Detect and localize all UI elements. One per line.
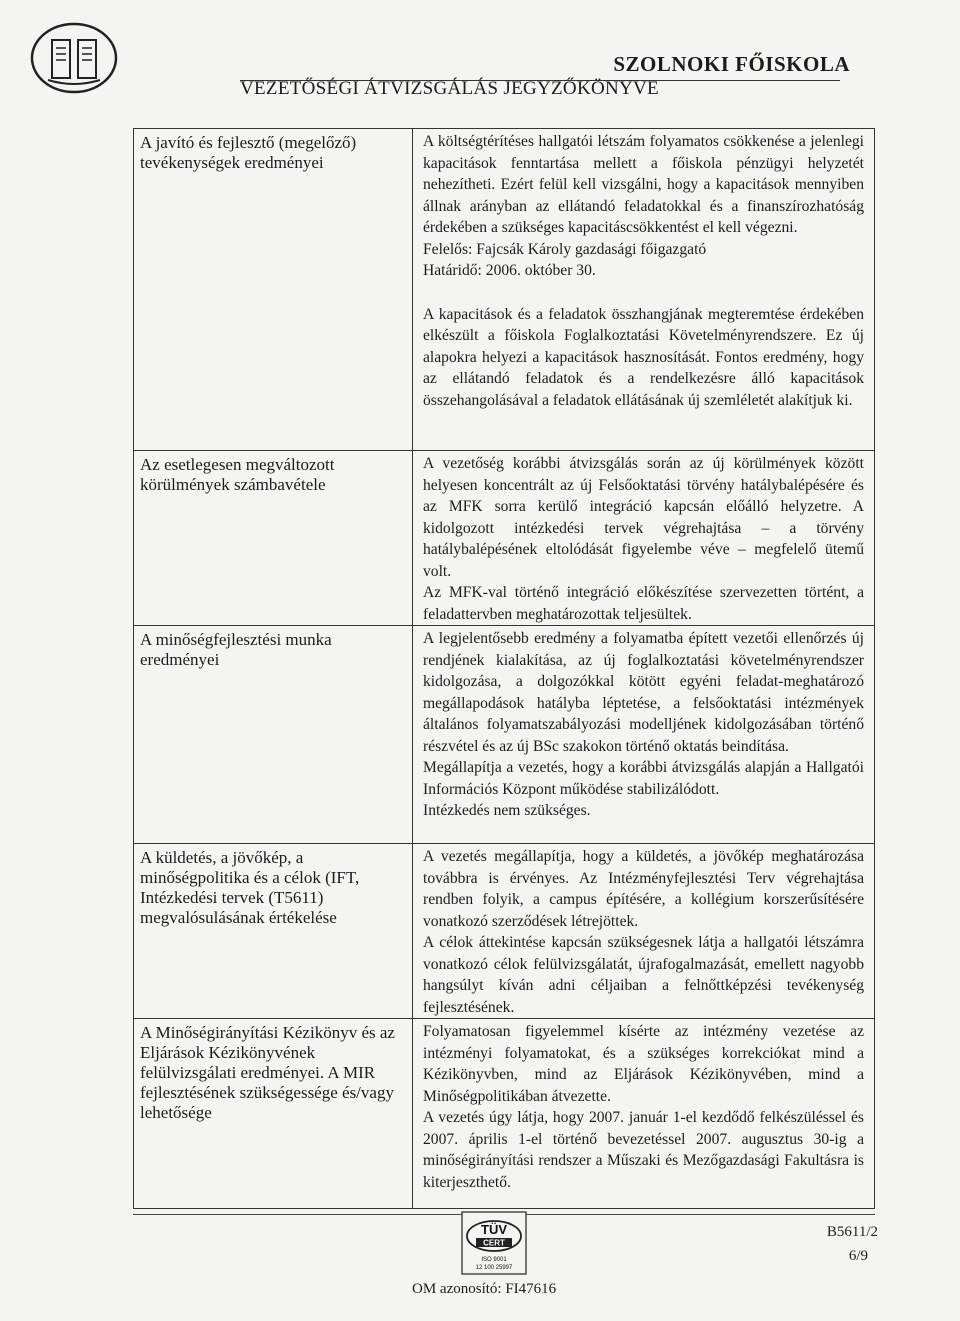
paragraph: Határidő: 2006. október 30. (423, 262, 596, 279)
row-label: Az esetlegesen megváltozott körülmények számbavétele (134, 451, 413, 626)
paragraph: A vezetés megállapítja, hogy a küldetés, a jövőkép meghatározása továbbra is érvényes. Az Intézményfejlesztési Terv végrehajtása rendben folyik, a campus építésére, a kollégium korszerűsítésére vonatkozó szerződések létrejöttek. (423, 848, 864, 930)
paragraph: A célok áttekintése kapcsán szükségesnek látja a hallgatói létszámra vonatkozó célok felülvizsgálatát, újrafogalmazását, emellett nagyobb hangsúlyt kíván adni céljaiban a felnőttképzési tevékenység fejlesztésének. (423, 934, 864, 1016)
paragraph: Megállapítja a vezetés, hogy a korábbi átvizsgálás alapján a Hallgatói Információs Központ működése stabilizálódott. (423, 759, 864, 798)
table-row (134, 844, 875, 1019)
paragraph: A legjelentősebb eredmény a folyamatba épített vezetői ellenőrzés új rendjének kialakítása, az új foglalkoztatási követelményrendszer kidolgozása, a dolgozókkal kötött egyéni feladat-meghatározó megállapodások hatályba léptetése, a felsőoktatási intézmények általános folyamatszabályozási modelljének kidolgozásában történő részvétel és az új BSc szakokon történő oktatás beindítása. (423, 630, 864, 755)
tuv-cert-logo (456, 1210, 532, 1276)
table-row (134, 626, 875, 844)
review-table (133, 128, 875, 1209)
document-code: B5611/2 (826, 1224, 878, 1240)
row-label: A minőségfejlesztési munka eredményei (134, 626, 413, 844)
svg-text:CERT: CERT (483, 1238, 505, 1248)
svg-text:TÜV: TÜV (481, 1222, 507, 1237)
cert-iso-text: ISO 9001 (481, 1257, 507, 1263)
paragraph: Folyamatosan figyelemmel kísérte az intézmény vezetése az intézményi folyamatokat, és a szükséges korrekciókat mind a Kézikönyvben, mind az Eljárások Kézikönyvében, mind a Minőségpolitikában átvezette. (423, 1023, 864, 1105)
paragraph: A költségtérítéses hallgatói létszám folyamatos csökkenése a jelenlegi kapacitások fenntartása mellett a főiskola pénzügyi helyzetét nehezítheti. Ezért felül kell vizsgálni, hogy a kapacitások mennyiben állnak arányban az ellátandó feladatokkal és a finanszírozhatóság érdekében a szükséges kapacitáscsökkentést el kell végezni. (423, 133, 864, 236)
page-number: 6/9 (848, 1248, 868, 1264)
paragraph: A kapacitások és a feladatok összhangjának megteremtése érdekében elkészült a főiskola Foglalkoztatási Követelményrendszere. Ez új alapokra helyezi a kapacitások hasznosítását. Fontos eredmény, hogy az ellátandó feladatok és a rendelkezésre álló kapacitások összehangolásával a feladatok ellátásának új szemléletét alakítjuk ki. (423, 305, 864, 409)
row-content (413, 129, 875, 451)
row-label: A küldetés, a jövőkép, a minőségpolitika és a célok (IFT, Intézkedési tervek (T5611) megvalósulásának értékelése (134, 844, 413, 1019)
table-row (134, 129, 875, 451)
paragraph: Intézkedés nem szükséges. (423, 802, 591, 819)
row-label: A Minőségirányítási Kézikönyv és az Eljárások Kézikönyvének felülvizsgálati eredményei. A MIR fejlesztésének szükségessége és/vagy lehetősége (134, 1019, 413, 1209)
om-identifier: OM azonosító: FI47616 (412, 1281, 557, 1297)
row-content (413, 1019, 875, 1209)
paragraph: A vezetés úgy látja, hogy 2007. január 1-el kezdődő felkészüléssel és 2007. április 1-el történő bevezetéssel 2007. augusztus 30-ig a minőségirányítási rendszer a Műszaki és Mezőgazdasági Fakultásra is kiterjeszthető. (423, 1109, 864, 1191)
paragraph-spacer (423, 282, 864, 304)
table-row (134, 1019, 875, 1209)
row-label: A javító és fejlesztő (megelőző) tevékenységek eredményei (134, 129, 413, 451)
book-logo-icon (28, 18, 120, 96)
cert-number-text: 12 100 25997 (475, 1265, 513, 1271)
institution-name: SZOLNOKI FŐISKOLA (613, 52, 850, 76)
document-title: VEZETŐSÉGI ÁTVIZSGÁLÁS JEGYZŐKÖNYVE (240, 78, 659, 99)
row-content (413, 451, 875, 626)
table-row (134, 451, 875, 626)
paragraph: A vezetőség korábbi átvizsgálás során az új körülmények között helyesen koncentrált az új Felsőoktatási törvény hatálybalépésére és az MFK sorra kerülő integráció kapcsán előálló helyzetre. A kidolgozott intézkedési tervek végrehajtása – a törvény hatálybalépésének eltolódását figyelembe véve – megfelelő ütemű volt. (423, 455, 864, 580)
row-content (413, 844, 875, 1019)
row-content (413, 626, 875, 844)
paragraph: Az MFK-val történő integráció előkészítése szervezetten történt, a feladattervben meghatározottak teljesültek. (423, 584, 864, 623)
paragraph: Felelős: Fajcsák Károly gazdasági főigazgató (423, 240, 707, 258)
